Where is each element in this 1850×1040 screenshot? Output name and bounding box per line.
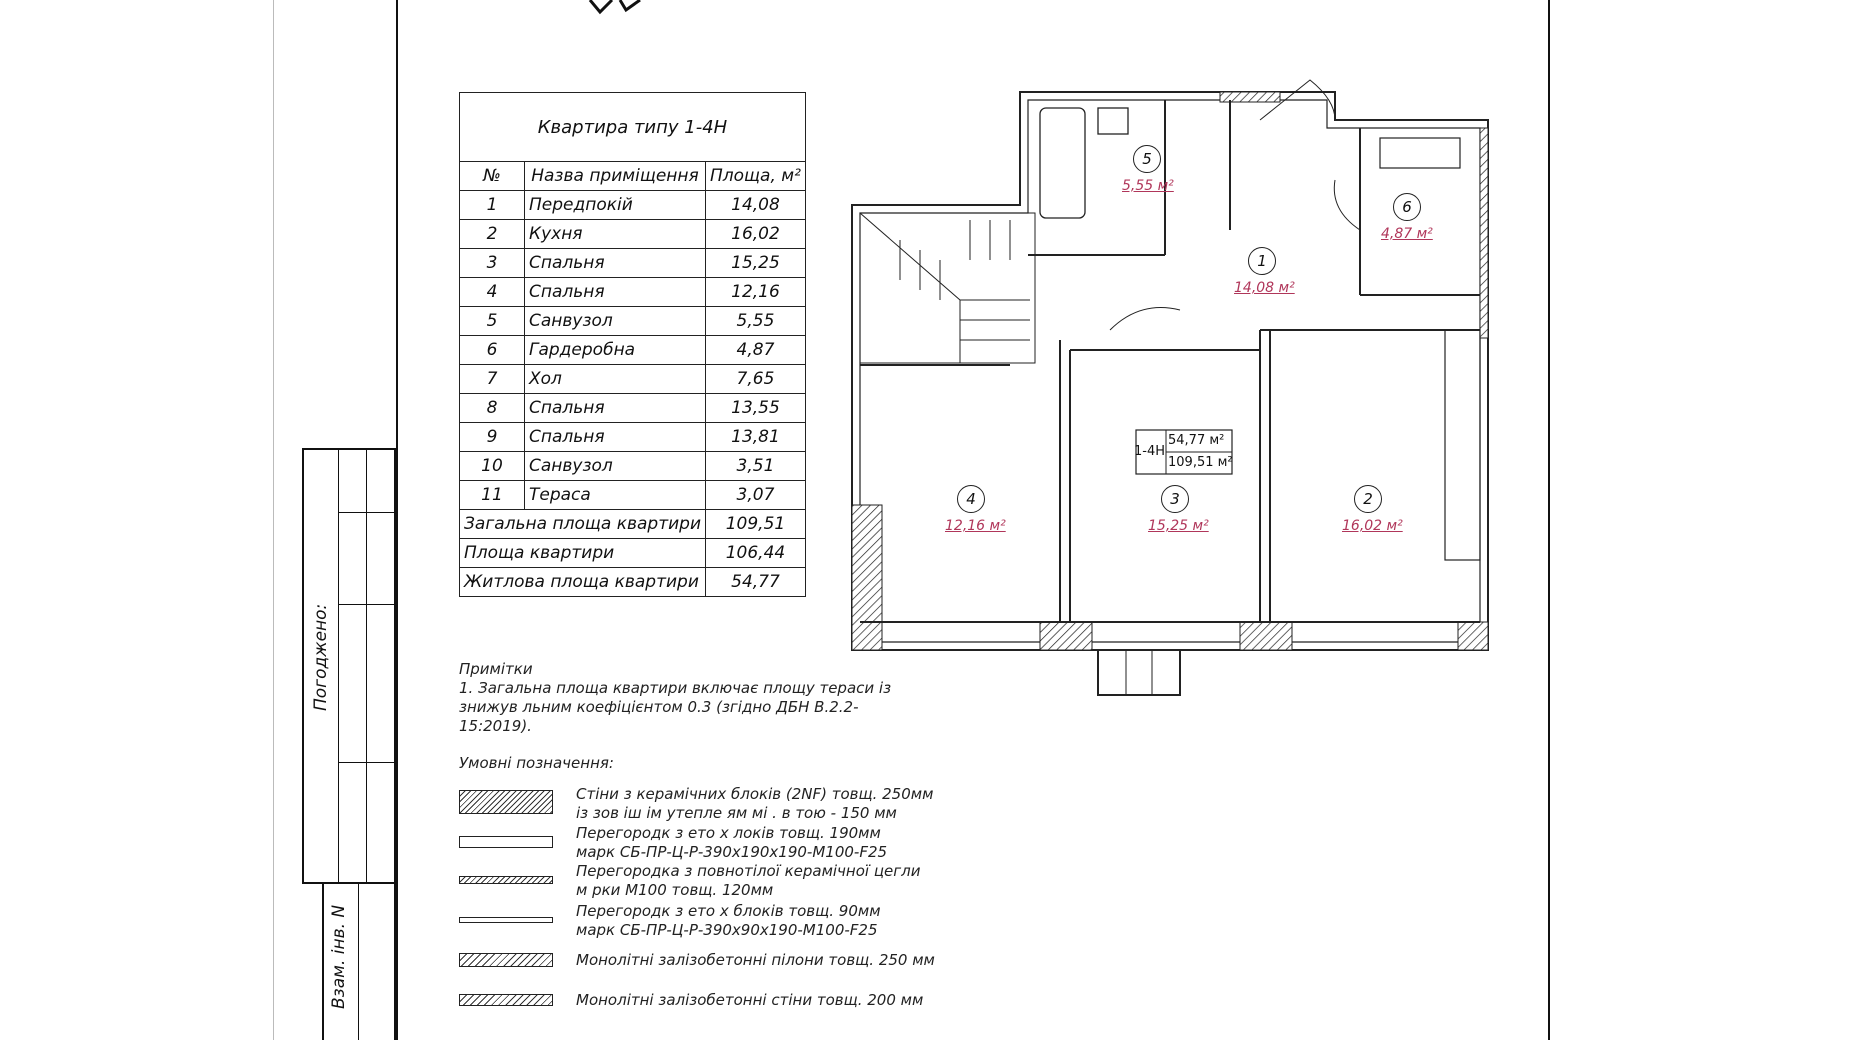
table-row: 11 Тераса 3,07 — [460, 481, 806, 510]
room-number: 1 — [1248, 247, 1276, 275]
room-number: 4 — [957, 485, 985, 513]
table-row: 8 Спальня 13,55 — [460, 394, 806, 423]
table-row: 5 Санвузол 5,55 — [460, 307, 806, 336]
table-row: 6 Гардеробна 4,87 — [460, 336, 806, 365]
room-area: 5,55 м² — [1122, 178, 1174, 194]
legend-item: Монолітні залізобетонні пілони товщ. 250 мм — [576, 951, 935, 969]
room-area: 15,25 м² — [1148, 518, 1209, 534]
bathtub — [1040, 108, 1085, 218]
table-row: 9 Спальня 13,81 — [460, 423, 806, 452]
legend-symbol-concrete-block-190 — [459, 836, 553, 848]
legend-symbol-rc-wall — [459, 994, 553, 1006]
apartment-tag-total: 109,51 м² — [1168, 455, 1233, 470]
notes-heading: Примітки — [459, 660, 533, 678]
wall-hatch — [852, 505, 882, 650]
notes-line: знижув льним коефіцієнтом 0.3 (згідно ДБН В.2.2-15:2019). — [459, 698, 859, 735]
legend-symbol-brick-120 — [459, 876, 553, 884]
header-num: № — [460, 162, 525, 191]
room-area: 12,16 м² — [945, 518, 1006, 534]
header-name: Назва приміщення — [525, 162, 706, 191]
legend-heading: Умовні позначення: — [459, 754, 614, 772]
floor-plan — [840, 60, 1500, 700]
total-row: Площа квартири 106,44 — [460, 539, 806, 568]
legend-symbol-ceramic-wall — [459, 790, 553, 814]
total-row: Загальна площа квартири 109,51 — [460, 510, 806, 539]
washbasin — [1098, 108, 1128, 134]
legend-item: Перегородк з ето х локів товщ. 190мм марк СБ-ПР-Ц-Р-390х190х190-М100-F25 — [576, 824, 888, 861]
room-number: 3 — [1161, 485, 1189, 513]
table-row: 4 Спальня 12,16 — [460, 278, 806, 307]
sheet-frame-right — [1548, 0, 1550, 1040]
room-number: 2 — [1354, 485, 1382, 513]
outer-wall — [852, 92, 1488, 650]
door-swing — [1334, 180, 1360, 230]
wall-hatch — [1458, 622, 1488, 650]
header-area: Площа, м² — [706, 162, 806, 191]
table-title: Квартира типу 1-4Н — [460, 93, 806, 162]
wall-hatch — [1480, 128, 1488, 338]
legend-symbol-rc-pylon — [459, 953, 553, 967]
wardrobe — [1380, 138, 1460, 168]
sheet-left-margin-line — [273, 0, 274, 1040]
kitchen-unit — [1445, 330, 1480, 560]
legend-symbol-concrete-block-90 — [459, 917, 553, 923]
legend-item: Перегородк з ето х блоків товщ. 90мм марк СБ-ПР-Ц-Р-390х90х190-М100-F25 — [576, 902, 881, 939]
legend-item: Стіни з керамічних блоків (2NF) товщ. 250мм із зов іш ім утепле ям мі . в тою - 150 мм — [576, 785, 934, 822]
table-row: 7 Хол 7,65 — [460, 365, 806, 394]
staircase — [860, 213, 1035, 363]
total-row: Житлова площа квартири 54,77 — [460, 568, 806, 597]
notes-line: 1. Загальна площа квартири включає площу тераси із — [459, 679, 892, 697]
top-fragment — [560, 0, 650, 20]
wall-hatch — [1040, 622, 1092, 650]
wall-hatch — [1240, 622, 1292, 650]
table-row: 1 Передпокій 14,08 — [460, 191, 806, 220]
room-area: 16,02 м² — [1342, 518, 1403, 534]
room-area: 4,87 м² — [1381, 226, 1433, 242]
table-row: 10 Санвузол 3,51 — [460, 452, 806, 481]
room-number: 6 — [1393, 193, 1421, 221]
room-area: 14,08 м² — [1234, 280, 1295, 296]
apartment-tag-code: 1-4Н — [1134, 444, 1166, 459]
stamp-agreed-label: Погоджено: — [311, 603, 331, 711]
room-number: 5 — [1133, 145, 1161, 173]
table-row: 3 Спальня 15,25 — [460, 249, 806, 278]
door-swing — [1110, 308, 1180, 331]
apartment-tag-living: 54,77 м² — [1168, 433, 1225, 448]
room-schedule-table — [459, 92, 806, 597]
sheet-frame-left — [396, 0, 398, 1040]
legend-item: Монолітні залізобетонні стіни товщ. 200 мм — [576, 991, 924, 1009]
legend-item: Перегородка з повнотілої керамічної цегли м рки М100 товщ. 120мм — [576, 862, 921, 899]
table-row: 2 Кухня 16,02 — [460, 220, 806, 249]
terrace — [1098, 650, 1180, 695]
stamp-inv-label: Взам. інв. N — [329, 904, 349, 1009]
